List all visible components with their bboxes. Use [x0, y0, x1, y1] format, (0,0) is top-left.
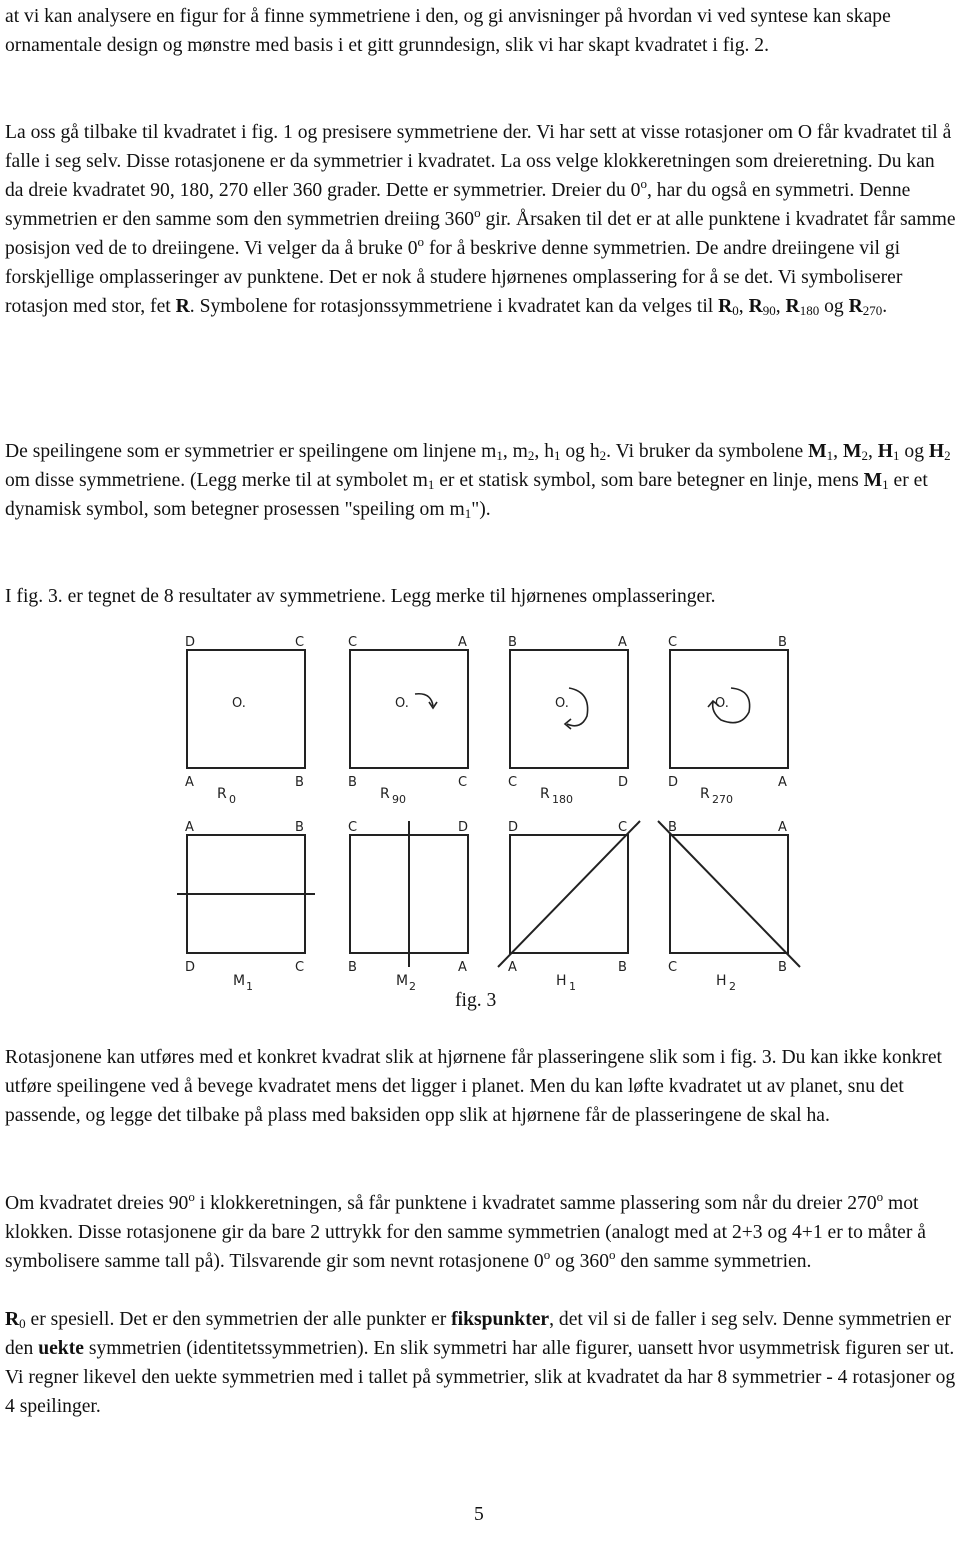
symmetry-subscript: 180	[552, 793, 573, 806]
corner-label: B	[348, 960, 357, 975]
corner-label: C	[348, 635, 358, 650]
symmetry-symbol: R	[540, 786, 550, 802]
symmetry-symbol: M	[233, 973, 246, 989]
symmetry-symbol: M	[396, 973, 409, 989]
corner-label: A	[778, 820, 787, 835]
corner-label: A	[458, 635, 467, 650]
corner-label: B	[778, 960, 787, 975]
corner-label: B	[295, 820, 304, 835]
corner-label: D	[618, 775, 629, 790]
square-outline	[670, 650, 788, 768]
corner-label: D	[668, 775, 679, 790]
symmetry-symbol: R	[700, 786, 710, 802]
corner-label: A	[458, 960, 467, 975]
center-point-label: O.	[715, 696, 729, 711]
symmetry-subscript: 2	[729, 980, 736, 993]
corner-label: D	[458, 820, 469, 835]
symmetry-subscript: 1	[246, 980, 253, 993]
symmetry-symbol: H	[556, 973, 567, 989]
symmetry-symbol: H	[716, 973, 727, 989]
square-outline	[510, 650, 628, 768]
mirror-line-h1	[498, 821, 640, 967]
center-point-label: O.	[555, 696, 569, 711]
symmetry-subscript: 1	[569, 980, 576, 993]
corner-label: C	[668, 635, 678, 650]
figure-caption: fig. 3	[455, 990, 497, 1011]
mirror-line-h2	[658, 821, 800, 967]
square-outline	[350, 650, 468, 768]
symmetry-subscript: 0	[229, 793, 236, 806]
corner-label: C	[458, 775, 468, 790]
paragraph-figure-intro: I fig. 3. er tegnet de 8 resultater av symmetriene. Legg merke til hjørnenes omplasseringer.	[5, 586, 716, 607]
paragraph-reflections: De speilingene som er symmetrier er speilingene om linjene $m_1$, $m_2$, $h_1$ og $h_2$. Vi bruker da symbolene $M_1$, $M_2$, $H_1$ og $H_2$ om disse symmetriene. (Legg merke til at symbolet $m_1$ er et statisk symbol, som bare betegner en linje, mens $M_1$ er et dynamisk symbol, som betegner prosessen "speiling om $m_1$").	[5, 441, 951, 521]
corner-label: D	[185, 635, 196, 650]
paragraph-identity: $R_0$ er spesiell. Det er den symmetrien der alle punkter er fikspunkter, det vil si de faller i seg selv. Denne symmetrien er den uekte symmetrien (identitetssymmetrien). En slik symmetri har alle figurer, uansett hvor usymmetrisk figuren ser ut. Vi regner likevel den uekte symmetrien med i tallet på symmetrier, slik at kvadratet da har 8 symmetrier - 4 rotasjoner og 4 speilinger.	[5, 1309, 956, 1417]
symmetry-subscript: 90	[392, 793, 406, 806]
corner-label: C	[618, 820, 628, 835]
corner-label: A	[618, 635, 627, 650]
corner-label: B	[618, 960, 627, 975]
symmetry-subscript: 2	[409, 980, 416, 993]
symmetry-symbol: R	[380, 786, 390, 802]
corner-label: B	[778, 635, 787, 650]
corner-label: C	[295, 635, 305, 650]
corner-label: A	[508, 960, 517, 975]
corner-label: C	[295, 960, 305, 975]
corner-label: B	[348, 775, 357, 790]
symmetry-diagram	[172, 630, 792, 993]
page-number: 5	[474, 1504, 484, 1525]
corner-label: A	[778, 775, 787, 790]
square-outline	[187, 650, 305, 768]
corner-label: B	[668, 820, 677, 835]
corner-label: A	[185, 820, 194, 835]
symmetry-figure	[172, 630, 792, 993]
corner-label: C	[668, 960, 678, 975]
paragraph-rotations: La oss gå tilbake til kvadratet i fig. 1 og presisere symmetriene der. Vi har sett at visse rotasjoner om O får kvadratet til å falle i seg selv. Disse rotasjonene er da symmetrier i kvadratet. La oss velge klokkeretningen som dreieretning. Du kan da dreie kvadratet 90, 180, 270 eller 360 grader. Dette er symmetrier. Dreier du 0$^o$, har du også en symmetri. Denne symmetrien er den samme som den symmetrien dreiing 360$^o$ gir. Årsaken til det er at alle punktene i kvadratet får samme posisjon ved de to dreiingene. Vi velger da å bruke 0$^o$ for å beskrive denne symmetrien. De andre dreiingene vil gi forskjellige omplasseringer av punktene. Det er nok å studere hjørnenes omplassering for å se det. Vi symboliserer rotasjon med stor, fet R. Symbolene for rotasjonssymmetriene i kvadratet kan da velges til $R_0$, $R_{90}$, $R_{180}$ og $R_{270}$.	[5, 122, 956, 318]
symmetry-symbol: R	[217, 786, 227, 802]
corner-label: C	[348, 820, 358, 835]
corner-label: C	[508, 775, 518, 790]
corner-label: A	[185, 775, 194, 790]
corner-label: D	[508, 820, 519, 835]
corner-label: B	[508, 635, 517, 650]
paragraph-equivalence: Om kvadratet dreies 90$^o$ i klokkeretningen, så får punktene i kvadratet samme plassering som når du dreier 270$^o$ mot klokken. Disse rotasjonene gir da bare 2 uttrykk for den samme symmetrien (analogt med at 2+3 og 4+1 er to måter å symbolisere samme tall på). Tilsvarende gir som nevnt rotasjonene 0$^o$ og 360$^o$ den samme symmetrien.	[5, 1189, 926, 1272]
paragraph-concrete: Rotasjonene kan utføres med et konkret kvadrat slik at hjørnene får plasseringene slik som i fig. 3. Du kan ikke konkret utføre speilingene ved å bevege kvadratet mens det ligger i planet. Men du kan løfte kvadratet ut av planet, snu det passende, og legge det tilbake på plass med baksiden opp slik at hjørnene får de plasseringene de skal ha.	[5, 1047, 942, 1126]
center-point-label: O.	[395, 696, 409, 711]
symmetry-subscript: 270	[712, 793, 733, 806]
paragraph-intro: at vi kan analysere en figur for å finne symmetriene i den, og gi anvisninger på hvordan vi ved syntese kan skape ornamentale design og mønstre med basis i et gitt grunndesign, slik vi har skapt kvadratet i fig. 2.	[5, 6, 891, 56]
corner-label: B	[295, 775, 304, 790]
center-point-label: O.	[232, 696, 246, 711]
corner-label: D	[185, 960, 196, 975]
